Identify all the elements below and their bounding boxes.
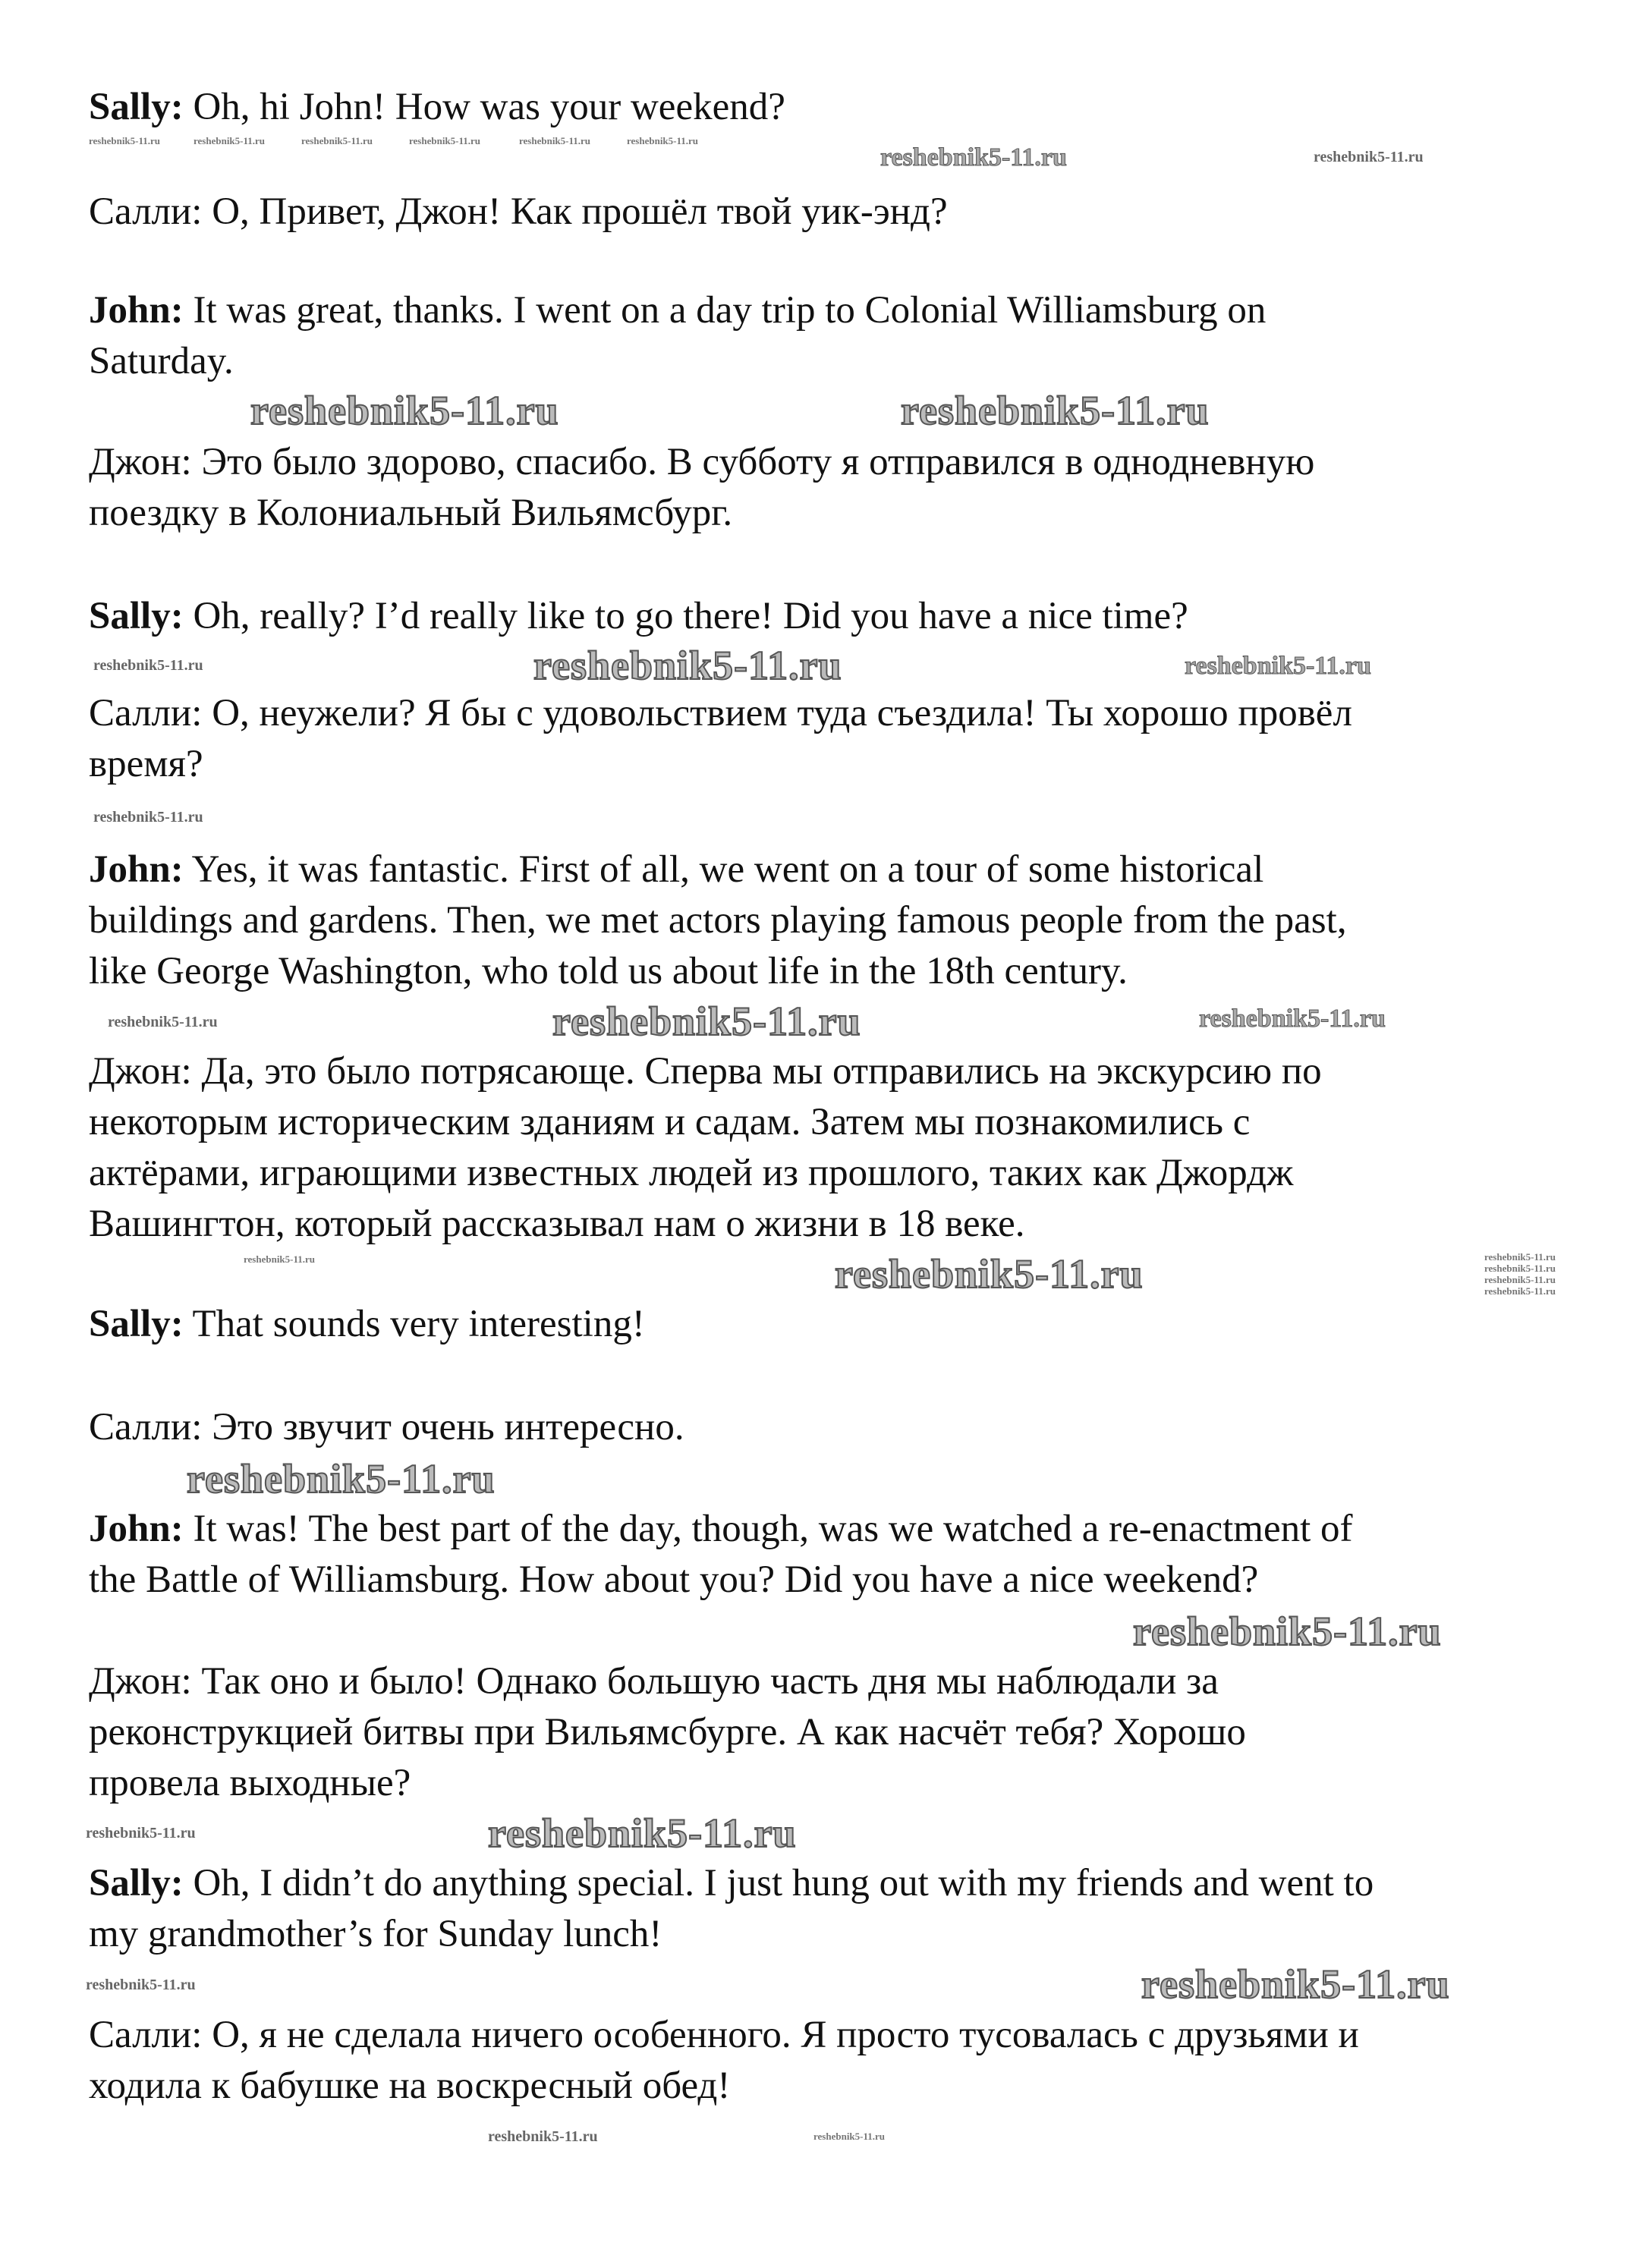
watermark: reshebnik5-11.ru bbox=[86, 1825, 196, 1841]
text-line bbox=[89, 1046, 1322, 1097]
watermark: reshebnik5-11.ru bbox=[108, 1014, 218, 1030]
text-line bbox=[89, 844, 1263, 895]
watermark: reshebnik5-11.ru bbox=[301, 135, 373, 146]
dialogue-line-sally bbox=[89, 1299, 645, 1350]
watermark: reshebnik5-11.ru bbox=[1484, 1274, 1556, 1285]
line-text: Салли: О, я не сделала ничего особенного. Я просто тусовалась с друзьями и bbox=[89, 2014, 1359, 2056]
text-line bbox=[89, 1199, 1025, 1250]
watermark: reshebnik5-11.ru bbox=[1484, 1285, 1556, 1297]
speaker-name: Sally: bbox=[89, 1303, 184, 1345]
watermark: reshebnik5-11.ru bbox=[519, 135, 591, 146]
watermark: reshebnik5-11.ru bbox=[250, 388, 559, 433]
text-line bbox=[89, 488, 732, 539]
line-text: buildings and gardens. Then, we met actors playing famous people from the past, bbox=[89, 899, 1347, 942]
watermark: reshebnik5-11.ru bbox=[93, 809, 203, 826]
line-text: реконструкцией битвы при Вильямсбурге. А как насчёт тебя? Хорошо bbox=[89, 1711, 1246, 1753]
dialogue-line-sally bbox=[89, 591, 1188, 642]
text-line bbox=[89, 187, 948, 237]
text-line bbox=[89, 437, 1314, 488]
line-text: Салли: О, неужели? Я бы с удовольствием туда съездила! Ты хорошо провёл bbox=[89, 692, 1352, 734]
watermark: reshebnik5-11.ru bbox=[1484, 1263, 1556, 1274]
text-line bbox=[89, 82, 785, 133]
watermark: reshebnik5-11.ru bbox=[89, 135, 161, 146]
watermark: reshebnik5-11.ru bbox=[552, 999, 861, 1044]
dialogue-line-john bbox=[89, 1504, 1352, 1606]
text-line bbox=[89, 1707, 1246, 1758]
line-text: Yes, it was fantastic. First of all, we went on a tour of some historical bbox=[183, 848, 1264, 891]
dialogue-line-john bbox=[89, 844, 1347, 997]
speaker-name: Sally: bbox=[89, 595, 184, 637]
watermark: reshebnik5-11.ru bbox=[488, 2128, 598, 2145]
watermark: reshebnik5-11.ru bbox=[533, 643, 842, 688]
line-text: Джон: Да, это было потрясающе. Сперва мы отправились на экскурсию по bbox=[89, 1050, 1322, 1093]
text-line bbox=[89, 2010, 1359, 2061]
translation-paragraph bbox=[89, 437, 1314, 539]
watermark: reshebnik5-11.ru bbox=[187, 1456, 496, 1502]
line-text: Вашингтон, который рассказывал нам о жизни в 18 веке. bbox=[89, 1203, 1025, 1245]
speaker-name: John: bbox=[89, 289, 184, 332]
watermark: reshebnik5-11.ru bbox=[880, 143, 1067, 171]
line-text: Oh, hi John! How was your weekend? bbox=[183, 86, 785, 128]
text-line bbox=[89, 1909, 662, 1960]
watermark: reshebnik5-11.ru bbox=[86, 1977, 196, 1993]
text-line bbox=[89, 739, 203, 790]
translation-paragraph bbox=[89, 688, 1352, 790]
text-line bbox=[89, 1402, 684, 1453]
dialogue-line-sally bbox=[89, 1858, 1374, 1960]
watermark: reshebnik5-11.ru bbox=[1484, 1251, 1556, 1263]
line-text: It was! The best part of the day, though, was we watched a re-enactment of bbox=[183, 1508, 1353, 1550]
dialogue-line-sally bbox=[89, 82, 785, 133]
text-line bbox=[89, 1299, 645, 1350]
translation-paragraph bbox=[89, 1656, 1246, 1809]
watermark: reshebnik5-11.ru bbox=[813, 2131, 886, 2142]
text-line bbox=[89, 336, 234, 387]
speaker-name: John: bbox=[89, 848, 184, 891]
line-text: время? bbox=[89, 743, 203, 785]
line-text: my grandmother’s for Sunday lunch! bbox=[89, 1913, 662, 1955]
watermark: reshebnik5-11.ru bbox=[93, 657, 203, 674]
text-line bbox=[89, 1555, 1258, 1606]
watermark: reshebnik5-11.ru bbox=[1185, 652, 1371, 680]
watermark: reshebnik5-11.ru bbox=[627, 135, 699, 146]
text-line bbox=[89, 591, 1188, 642]
watermark: reshebnik5-11.ru bbox=[244, 1253, 316, 1265]
text-line bbox=[89, 285, 1266, 336]
translation-paragraph bbox=[89, 2010, 1359, 2112]
line-text: Oh, really? I’d really like to go there! Did you have a nice time? bbox=[183, 595, 1188, 637]
watermark: reshebnik5-11.ru bbox=[194, 135, 266, 146]
translation-paragraph bbox=[89, 1046, 1322, 1250]
watermark: reshebnik5-11.ru bbox=[488, 1810, 797, 1856]
translation-paragraph bbox=[89, 1402, 684, 1453]
watermark: reshebnik5-11.ru bbox=[1141, 1961, 1450, 2007]
line-text: the Battle of Williamsburg. How about you? Did you have a nice weekend? bbox=[89, 1558, 1259, 1601]
text-line bbox=[89, 2061, 730, 2112]
line-text: Saturday. bbox=[89, 340, 234, 382]
text-line bbox=[89, 1858, 1374, 1909]
watermark: reshebnik5-11.ru bbox=[1133, 1609, 1442, 1654]
text-line bbox=[89, 946, 1128, 997]
line-text: поездку в Колониальный Вильямсбург. bbox=[89, 492, 733, 534]
line-text: It was great, thanks. I went on a day trip to Colonial Williamsburg on bbox=[183, 289, 1267, 332]
line-text: актёрами, играющими известных людей из прошлого, таких как Джордж bbox=[89, 1152, 1294, 1194]
line-text: Джон: Это было здорово, спасибо. В субботу я отправился в однодневную bbox=[89, 441, 1315, 483]
watermark: reshebnik5-11.ru bbox=[409, 135, 481, 146]
text-line bbox=[89, 1758, 411, 1809]
line-text: That sounds very interesting! bbox=[183, 1303, 645, 1345]
watermark: reshebnik5-11.ru bbox=[835, 1251, 1144, 1297]
line-text: некоторым историческим зданиям и садам. Затем мы познакомились с bbox=[89, 1101, 1251, 1143]
translation-paragraph bbox=[89, 187, 948, 237]
text-line bbox=[89, 895, 1347, 946]
text-line bbox=[89, 1148, 1293, 1199]
dialogue-line-john bbox=[89, 285, 1266, 387]
line-text: Oh, I didn’t do anything special. I just hung out with my friends and went to bbox=[183, 1862, 1374, 1904]
watermark: reshebnik5-11.ru bbox=[901, 388, 1210, 433]
text-line bbox=[89, 1504, 1352, 1555]
line-text: Джон: Так оно и было! Однако большую часть дня мы наблюдали за bbox=[89, 1660, 1219, 1703]
text-line bbox=[89, 1656, 1219, 1707]
speaker-name: Sally: bbox=[89, 86, 184, 128]
line-text: Салли: О, Привет, Джон! Как прошёл твой уик-энд? bbox=[89, 190, 948, 233]
line-text: like George Washington, who told us about life in the 18th century. bbox=[89, 950, 1128, 992]
text-line bbox=[89, 1097, 1250, 1148]
line-text: Салли: Это звучит очень интересно. bbox=[89, 1406, 684, 1448]
line-text: провела выходные? bbox=[89, 1762, 411, 1804]
line-text: ходила к бабушке на воскресный обед! bbox=[89, 2065, 731, 2107]
speaker-name: Sally: bbox=[89, 1862, 184, 1904]
watermark: reshebnik5-11.ru bbox=[1314, 149, 1424, 165]
text-line bbox=[89, 688, 1352, 739]
speaker-name: John: bbox=[89, 1508, 184, 1550]
watermark: reshebnik5-11.ru bbox=[1199, 1005, 1386, 1033]
